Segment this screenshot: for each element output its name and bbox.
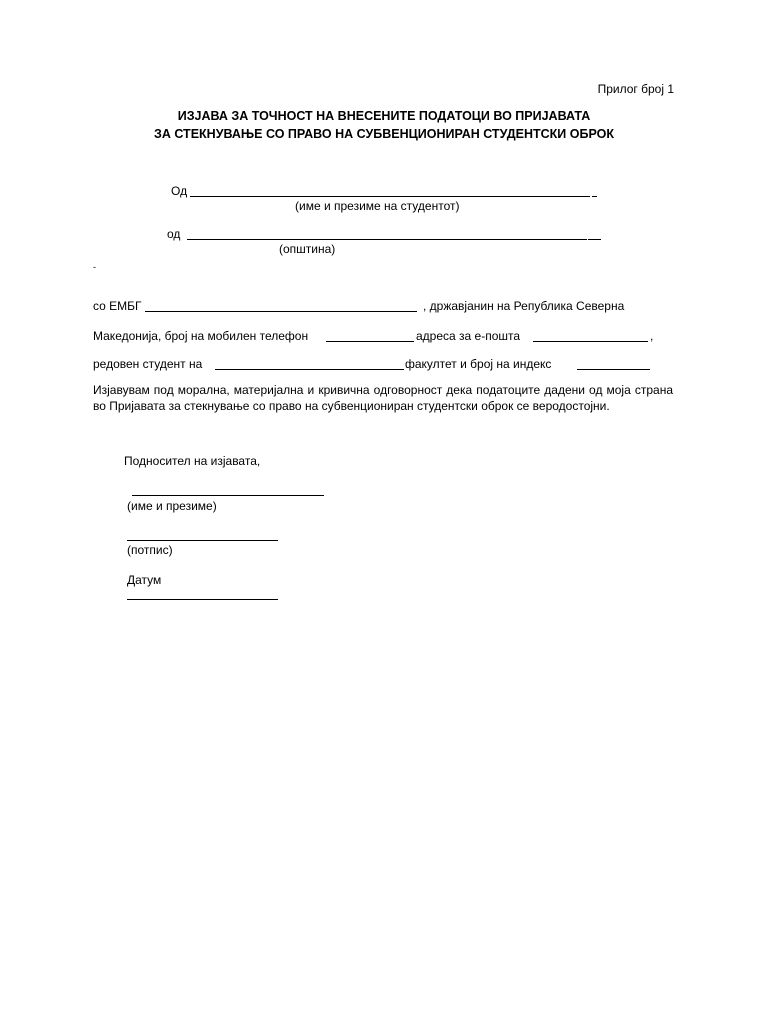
signature-caption: (потпис) (127, 543, 173, 557)
phone-line[interactable] (326, 341, 414, 342)
student-label: редовен студент на (93, 357, 203, 371)
submitter-label: Подносител на изјавата, (124, 454, 261, 468)
municipality-caption: (општина) (279, 242, 336, 256)
date-line[interactable] (127, 599, 278, 600)
university-line[interactable] (215, 369, 404, 370)
declaration-text: Изјавувам под морална, материјална и кривична одговорност дека податоците дадени од моја страна во Пријавата за стекнување со право на субвенциониран студентски оброк се веродостојни. (93, 383, 673, 413)
municipality-line-tail (588, 239, 601, 240)
email-line[interactable] (533, 341, 648, 342)
embg-line[interactable] (145, 311, 417, 312)
citizenship-text: , државјанин на Република Северна (423, 299, 625, 313)
phone-label: Македонија, број на мобилен телефон (93, 329, 309, 343)
annex-label: Прилог број 1 (597, 82, 674, 96)
submitter-name-caption: (име и презиме) (127, 499, 217, 513)
index-number-line[interactable] (577, 369, 650, 370)
from-label: Од (171, 184, 188, 198)
phone-line-comma: , (650, 329, 654, 343)
stray-dash: - (93, 262, 96, 272)
submitter-name-line[interactable] (132, 495, 324, 496)
student-name-line[interactable] (190, 196, 590, 197)
embg-label: со ЕМБГ (93, 299, 142, 313)
document-title-line-1: ИЗЈАВА ЗА ТОЧНОСТ НА ВНЕСЕНИТЕ ПОДАТОЦИ ВО ПРИЈАВАТА (177, 109, 591, 123)
date-label: Датум (127, 573, 162, 587)
email-label: адреса за е-пошта (416, 329, 521, 343)
municipality-line[interactable] (187, 239, 587, 240)
faculty-index-label: факултет и број на индекс (405, 357, 552, 371)
document-title-line-2: ЗА СТЕКНУВАЊЕ СО ПРАВО НА СУБВЕНЦИОНИРАН СТУДЕНТСКИ ОБРОК (154, 127, 614, 141)
signature-line[interactable] (127, 540, 278, 541)
student-name-caption: (име и презиме на студентот) (295, 199, 460, 213)
municipality-label: од (167, 227, 181, 241)
student-name-line-tail (592, 196, 597, 197)
